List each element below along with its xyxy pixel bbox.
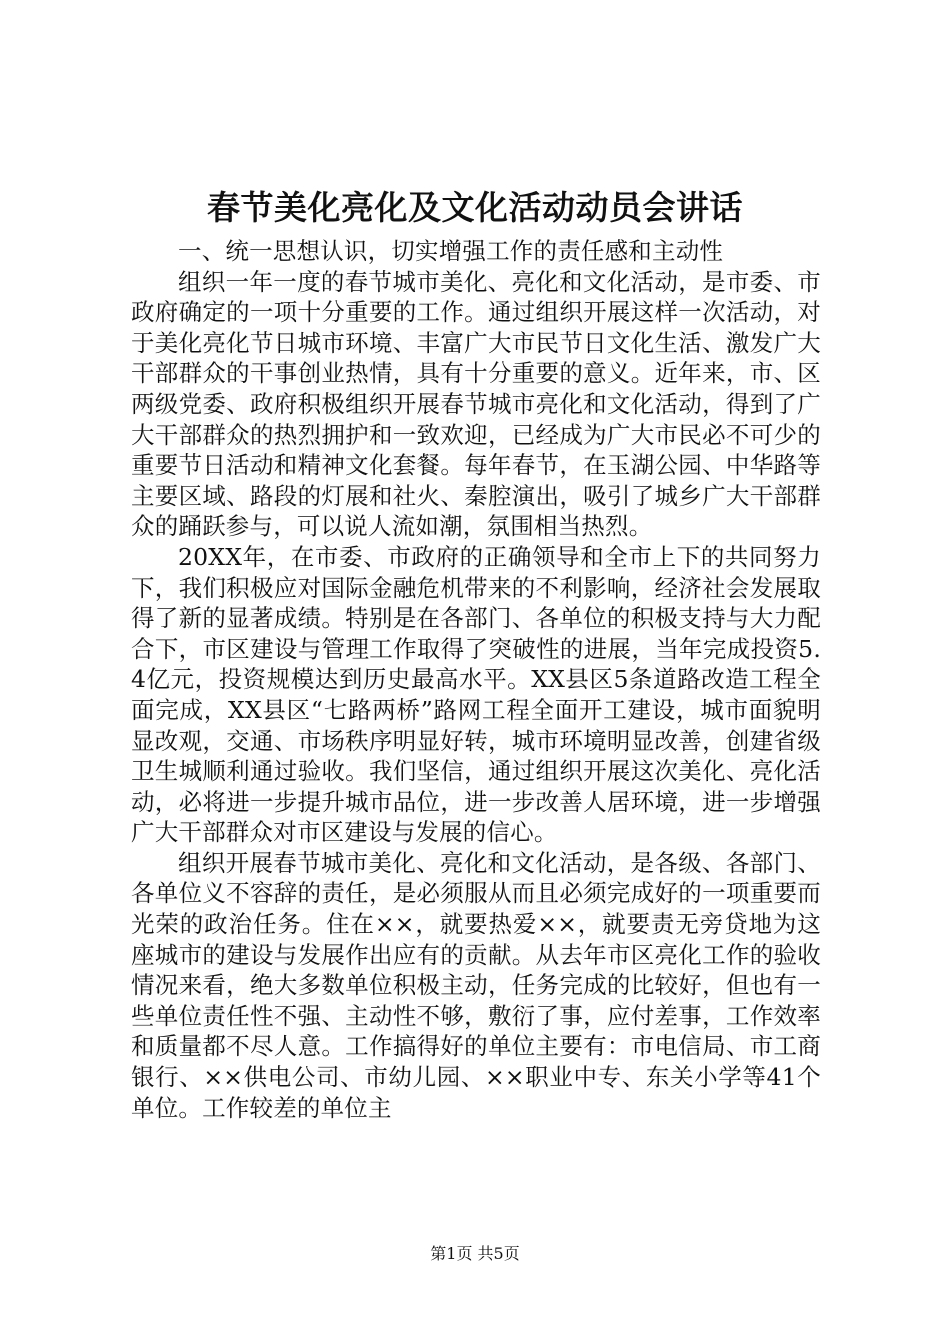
section-heading: 一、统一思想认识，切实增强工作的责任感和主动性 (178, 237, 724, 265)
document-body (131, 236, 821, 1123)
paragraph-1: 组织一年一度的春节城市美化、亮化和文化活动，是市委、市政府确定的一项十分重要的工作。通过组织开展这样一次活动，对于美化亮化节日城市环境、丰富广大市民节日文化生活、激发广大干部群众的干事创业热情，具有十分重要的意义。近年来，市、区两级党委、政府积极组织开展春节城市亮化和文化活动，得到了广大干部群众的热烈拥护和一致欢迎，已经成为广大市民必不可少的重要节日活动和精神文化套餐。每年春节，在玉湖公园、中华路等主要区域、路段的灯展和社火、秦腔演出，吸引了城乡广大干部群众的踊跃参与，可以说人流如潮，氛围相当热烈。 (131, 267, 821, 541)
paragraph-2: 20XX年，在市委、市政府的正确领导和全市上下的共同努力下，我们积极应对国际金融危机带来的不利影响，经济社会发展取得了新的显著成绩。特别是在各部门、各单位的积极支持与大力配合下，市区建设与管理工作取得了突破性的进展，当年完成投资5.4亿元，投资规模达到历史最高水平。XX县区5条道路改造工程全面完成，XX县区“七路两桥”路网工程全面开工建设，城市面貌明显改观，交通、市场秩序明显好转，城市环境明显改善，创建省级卫生城顺利通过验收。我们坚信，通过组织开展这次美化、亮化活动，必将进一步提升城市品位，进一步改善人居环境，进一步增强广大干部群众对市区建设与发展的信心。 (131, 542, 821, 847)
document-title: 春节美化亮化及文化活动动员会讲话 (207, 188, 743, 227)
page-number-footer: 第1页 共5页 (430, 1244, 520, 1263)
paragraph-3: 组织开展春节城市美化、亮化和文化活动，是各级、各部门、各单位义不容辞的责任，是必须服从而且必须完成好的一项重要而光荣的政治任务。住在××，就要热爱××，就要责无旁贷地为这座城市的建设与发展作出应有的贡献。从去年市区亮化工作的验收情况来看，绝大多数单位积极主动，任务完成的比较好，但也有一些单位责任性不强、主动性不够，敷衍了事，应付差事，工作效率和质量都不尽人意。工作搞得好的单位主要有：市电信局、市工商银行、××供电公司、市幼儿园、××职业中专、东关小学等41个单位。工作较差的单位主 (131, 848, 821, 1122)
